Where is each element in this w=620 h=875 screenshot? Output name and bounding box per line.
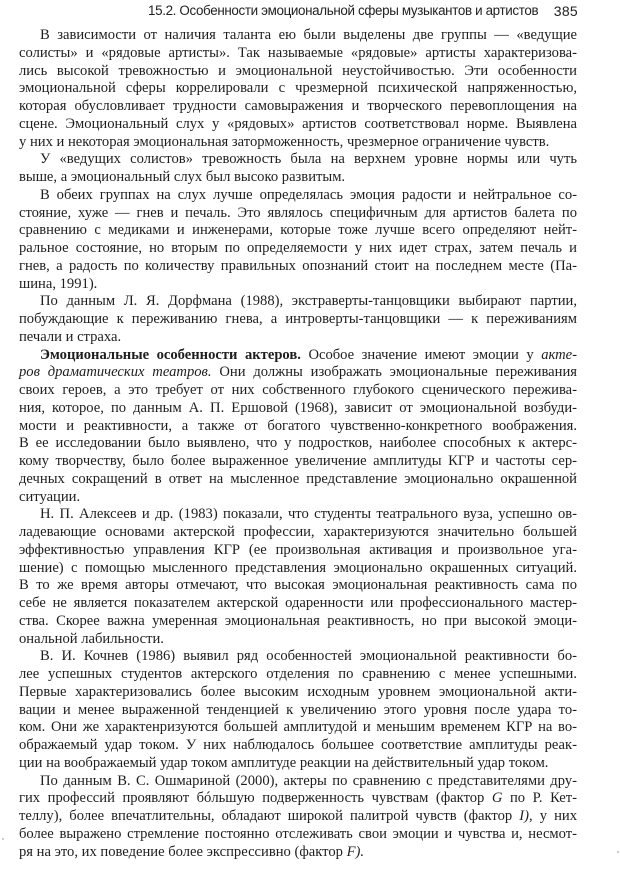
paragraph (19, 347, 577, 507)
text-run: выше, а эмоциональный слух был высоко развитым. (19, 169, 346, 185)
text-line (19, 773, 577, 791)
italic-text: ров драматических театров. (19, 364, 212, 381)
text-line (19, 80, 577, 98)
page-number: 385 (553, 3, 578, 19)
text-line (19, 329, 577, 347)
italic-text: акте- (541, 346, 578, 363)
text-run: лись высокой тревожностью и эмоциональной неустойчивостью. Эти особенности (19, 62, 577, 79)
text-run: ния, которое, по данным А. П. Ершовой (1968), зависит от эмоциональной возбуди- (19, 399, 577, 416)
text-run: эффективностью управления КГР (ее произвольная активация и произвольное уга- (19, 541, 577, 558)
text-line (19, 577, 577, 595)
text-line (19, 506, 577, 524)
text-run: печали и страха. (19, 328, 122, 345)
text-run: сцене. Эмоциональный слух у «рядовых» артистов соответствовал норме. Выявлена (19, 115, 577, 132)
paragraph (19, 151, 577, 187)
running-head (148, 3, 578, 21)
paragraph (19, 773, 577, 862)
text-run: ональной лабильности. (19, 630, 164, 647)
text-line (19, 844, 577, 862)
text-run: ства. Скорее важна умеренная эмоциональная реактивность, но при высокой эмоци- (19, 612, 577, 629)
text-line (19, 595, 577, 613)
text-line (19, 347, 577, 365)
paragraph (19, 648, 577, 772)
text-run: В ее исследовании было выявлено, что у подростков, наиболее способных к актерс- (19, 435, 577, 452)
text-run: более выражено стремление постоянно отслеживать свои эмоции и чувства и, несмот- (19, 825, 577, 842)
text-run: у них и некоторая эмоциональная заторможенность, чрезмерное ограничение чувств. (19, 133, 550, 150)
body-text (19, 27, 577, 861)
text-run: В то же время авторы отмечают, что высокая эмоциональная реактивность сама по (19, 577, 577, 594)
text-run: Особое значение имеют эмоции у (300, 346, 542, 363)
text-line (19, 524, 577, 542)
text-run: лее успешных студентов актерского отделения по сравнению с менее успешными. (19, 666, 577, 682)
italic-text: F). (346, 843, 365, 860)
text-line (19, 755, 577, 773)
text-run: В обеих группах на слух лучше определялась эмоция радости и нейтральное со- (40, 186, 577, 203)
text-run: шение) с помощью мысленного представления эмоционально окрашенных ситуаций. (19, 559, 577, 576)
text-line (19, 187, 577, 205)
text-line (19, 737, 577, 755)
text-run: побуждающие к переживанию гнева, а интроверты-танцовщики — к переживаниям (19, 311, 577, 327)
text-line (19, 542, 577, 560)
text-run: Н. П. Алексеев и др. (1983) показали, что студенты театрального вуза, успешно ов- (40, 506, 577, 523)
text-line (19, 240, 577, 258)
text-run: Первые характеризовались более высоким исходным уровнем эмоциональной акти- (19, 683, 577, 700)
text-line (19, 631, 577, 649)
text-run: стояние, хуже — гнев и печаль. Это являлось специфичным для артистов балета по (19, 204, 577, 221)
text-line (19, 666, 577, 684)
text-run: сравнению с медиками и инженерами, которые тоже лучше всего определяют нейт- (19, 222, 577, 239)
italic-text: G (491, 790, 503, 807)
italic-text: I), (519, 808, 533, 824)
text-run: ральное состояние, но вторым по определяемости у них идет страх, затем печаль и (19, 240, 577, 256)
running-head-title: 15.2. Особенности эмоциональной сферы музыкантов и артистов (148, 3, 539, 18)
text-run: ком. Они же характенризуются большей амплитудой и меньшим временем КГР на во- (19, 719, 577, 736)
text-line (19, 790, 577, 808)
text-run: солисты» и «рядовые артисты». Так называемые «рядовые» артисты характеризова- (19, 44, 577, 61)
text-line (19, 311, 577, 329)
text-run: по Р. Кет- (502, 790, 577, 807)
text-run: себе не является показателем актерской одаренности или профессионального мастер- (19, 595, 577, 611)
text-line (19, 63, 577, 81)
text-run: у них (532, 808, 577, 824)
text-line (19, 560, 577, 578)
text-line (19, 684, 577, 702)
text-run: гих профессий проявляют бóльшую подверженность чувствам (фактор (19, 790, 492, 807)
text-run: В. И. Кочнев (1986) выявил ряд особенностей эмоциональной реактивности бо- (40, 648, 577, 665)
text-run: которая обусловливает трудности самовыражения и творческого перевоплощения на (19, 98, 577, 114)
text-line (19, 471, 577, 489)
text-line (19, 45, 577, 63)
text-run: своих героев, а это требует от них собственного глубокого сценического пережива- (19, 382, 577, 398)
text-line (19, 169, 577, 187)
paragraph (19, 506, 577, 648)
text-line (19, 258, 577, 276)
text-line (19, 364, 577, 382)
text-line (19, 400, 577, 418)
text-run: мости и реактивности, а также от богатого чувственно-конкретного воображения. (19, 417, 577, 434)
text-line (19, 453, 577, 471)
text-line (19, 116, 577, 134)
text-run: вации и менее выраженной тенденцией к увеличению этого уровня после удара то- (19, 701, 577, 718)
text-line (19, 222, 577, 240)
text-run: ображаемый удар током. У них наблюдалось большее соответствие амплитуды реак- (19, 737, 577, 753)
text-run: кому творчеству, было более выраженное увеличение амплитуды КГР и частоты сер- (19, 453, 577, 469)
text-run: шина, 1991). (19, 275, 98, 292)
text-run: По данным В. С. Ошмариной (2000), актеры по сравнению с представителями дру- (40, 772, 577, 789)
text-line (19, 648, 577, 666)
bold-heading: Эмоциональные особенности актеров. (40, 346, 301, 363)
text-line (19, 719, 577, 737)
text-line (19, 613, 577, 631)
text-line (19, 382, 577, 400)
text-line (19, 826, 577, 844)
text-line (19, 27, 577, 45)
text-run: ря на это, их поведение более экспрессивно (фактор (19, 843, 347, 860)
text-line (19, 808, 577, 826)
paragraph (19, 293, 577, 346)
text-line (19, 98, 577, 116)
text-run: У «ведущих солистов» тревожность была на верхнем уровне нормы или чуть (40, 151, 577, 168)
text-run: По данным Л. Я. Дорфмана (1988), экстраверты-танцовщики выбирают партии, (40, 293, 577, 310)
text-run: гнев, а радость по количеству правильных опознаний стоит на последнем месте (Па- (19, 257, 577, 274)
text-line (19, 435, 577, 453)
text-run: В зависимости от наличия таланта ею были выделены две группы — «ведущие (40, 27, 577, 43)
text-line (19, 293, 577, 311)
paragraph (19, 187, 577, 294)
text-run: эмоциональной сферы коррелировали с чрезмерной психической напряженностью, (19, 80, 577, 97)
text-line (19, 418, 577, 436)
paragraph (19, 27, 577, 151)
text-run: Они должны изображать эмоциональные переживания (211, 364, 577, 381)
text-run: дечных сокращений в ответ на мысленное представление эмоционально окрашенной (19, 470, 577, 487)
text-line (19, 151, 577, 169)
text-line (19, 276, 577, 294)
text-line (19, 702, 577, 720)
text-run: ситуации. (19, 488, 81, 505)
text-run: ции на воображаемый удар током амплитуде реакции на действительный удар током. (19, 754, 549, 771)
text-run: теллу), более впечатлительны, обладают широкой палитрой чувств (фактор (19, 808, 520, 824)
scan-speck (2, 838, 4, 840)
text-line (19, 134, 577, 152)
scan-speck (617, 851, 619, 853)
text-run: ладевающие основами актерской профессии, характеризуются значительно большей (19, 524, 577, 540)
text-line (19, 205, 577, 223)
text-line (19, 489, 577, 507)
